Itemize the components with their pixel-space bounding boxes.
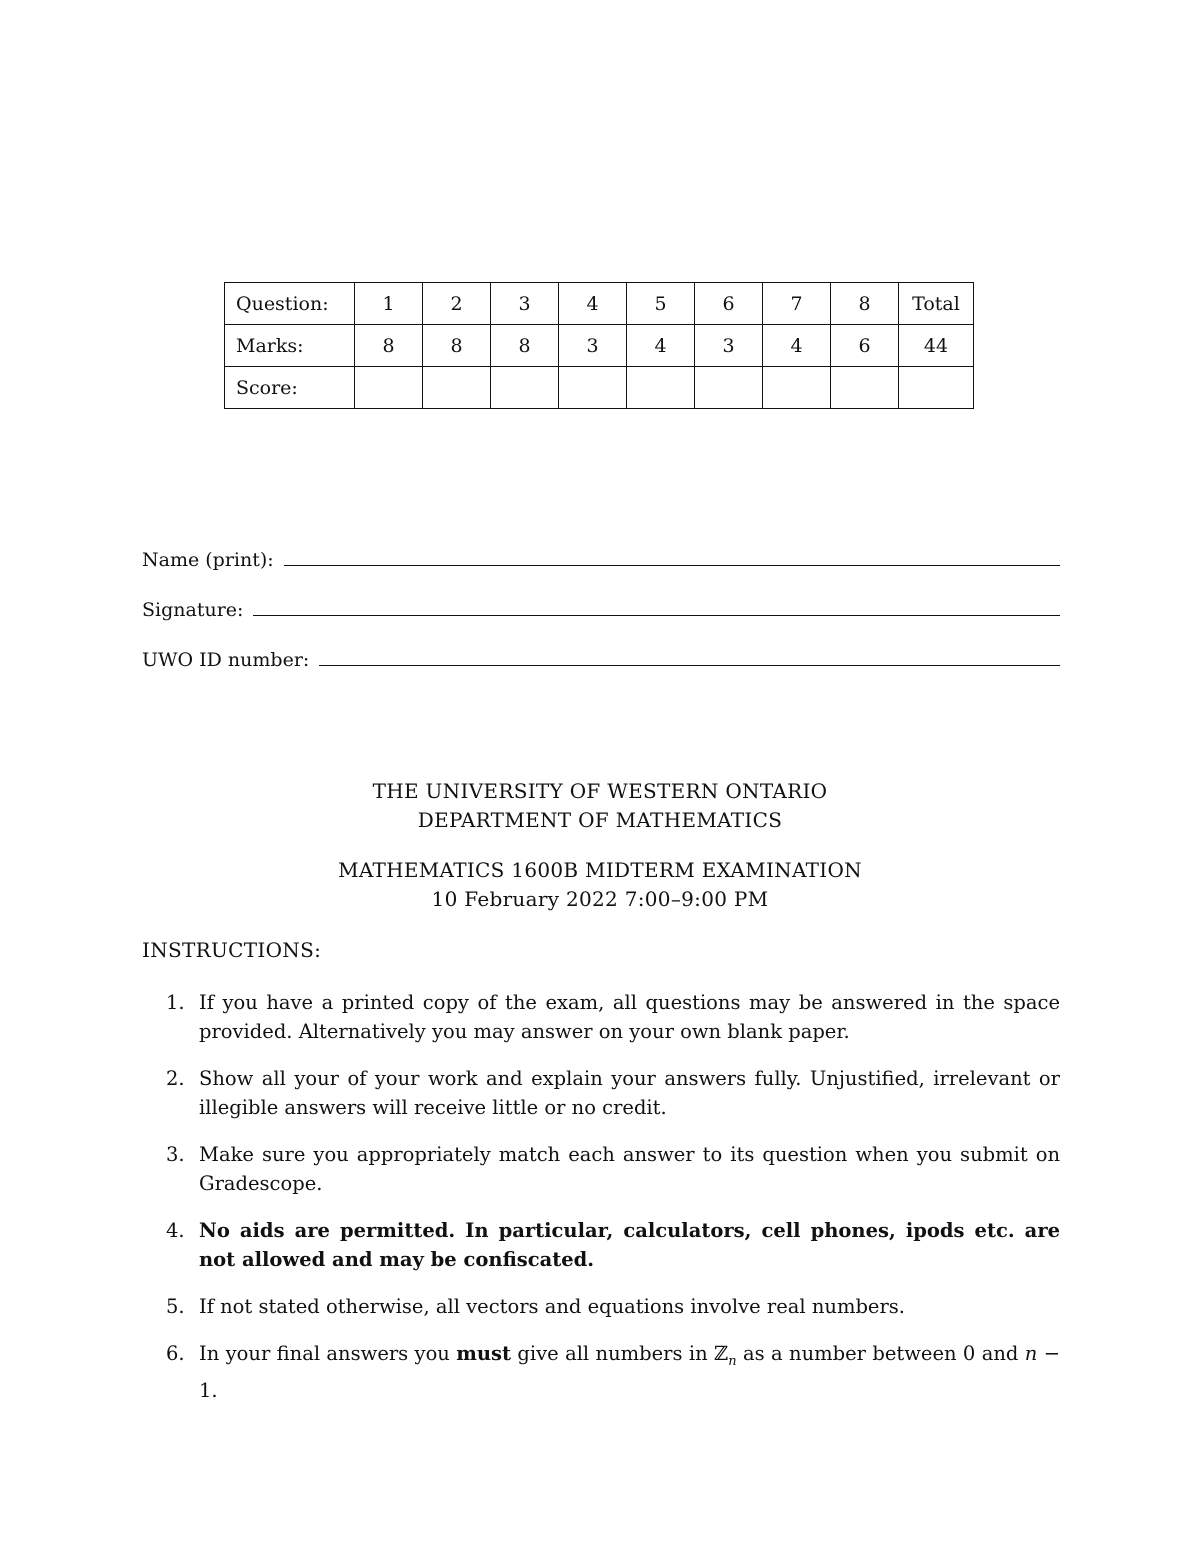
- department-name: DEPARTMENT OF MATHEMATICS: [417, 808, 783, 832]
- instruction-text-emphasis: must: [456, 1342, 512, 1365]
- instruction-text-end: − 1.: [199, 1342, 1061, 1402]
- score-total-cell: [899, 367, 974, 409]
- question-number: 5: [627, 283, 695, 325]
- instruction-number: 5.: [166, 1295, 185, 1318]
- total-marks: 44: [899, 325, 974, 367]
- score-row-label: Score:: [225, 367, 355, 409]
- instruction-item: [142, 1339, 1060, 1405]
- marks-value: 8: [491, 325, 559, 367]
- question-number: 3: [491, 283, 559, 325]
- set-symbol: ℤ: [714, 1342, 729, 1365]
- heading-block: [0, 777, 1200, 835]
- marks-value: 3: [695, 325, 763, 367]
- signature-line: [253, 614, 1060, 616]
- score-cell: [491, 367, 559, 409]
- question-number: 1: [355, 283, 423, 325]
- instruction-number: 4.: [166, 1219, 185, 1242]
- instruction-item: [142, 988, 1060, 1046]
- score-cell: [627, 367, 695, 409]
- question-number: 6: [695, 283, 763, 325]
- instruction-text: If you have a printed copy of the exam, all questions may be answered in the space provided. Alternatively you may answer on your own blank paper.: [199, 991, 1060, 1043]
- question-number: 2: [423, 283, 491, 325]
- exam-title: MATHEMATICS 1600B MIDTERM EXAMINATION: [338, 858, 862, 882]
- score-cell: [559, 367, 627, 409]
- score-row: [225, 367, 974, 409]
- exam-block: [0, 856, 1200, 914]
- question-row-label: Question:: [225, 283, 355, 325]
- name-line: [284, 564, 1060, 566]
- signature-label: Signature:: [142, 599, 244, 621]
- total-header: Total: [899, 283, 974, 325]
- instruction-text-post: as a number between 0 and: [743, 1342, 1019, 1365]
- question-number: 4: [559, 283, 627, 325]
- instruction-text: Show all your of your work and explain your answers fully. Unjustified, irrelevant or illegible answers will receive little or no credit.: [199, 1067, 1060, 1119]
- id-field: [142, 649, 1060, 671]
- instruction-item: [142, 1140, 1060, 1198]
- score-cell: [423, 367, 491, 409]
- name-label: Name (print):: [142, 549, 274, 571]
- question-number: 7: [763, 283, 831, 325]
- instruction-text: If not stated otherwise, all vectors and equations involve real numbers.: [199, 1295, 905, 1318]
- instruction-number: 2.: [166, 1067, 185, 1090]
- instruction-text-mid: give all numbers in: [517, 1342, 708, 1365]
- score-cell: [831, 367, 899, 409]
- marks-value: 3: [559, 325, 627, 367]
- instruction-item: [142, 1064, 1060, 1122]
- instructions-list: [142, 988, 1060, 1423]
- instruction-item: [142, 1216, 1060, 1274]
- marks-row-label: Marks:: [225, 325, 355, 367]
- marks-value: 6: [831, 325, 899, 367]
- marks-row: [225, 325, 974, 367]
- instruction-text-pre: In your final answers you: [199, 1342, 450, 1365]
- variable-n: n: [1024, 1342, 1038, 1365]
- question-row: [225, 283, 974, 325]
- instruction-text: No aids are permitted. In particular, calculators, cell phones, ipods etc. are not allowed and may be confiscated.: [199, 1219, 1060, 1271]
- set-subscript: n: [728, 1353, 737, 1369]
- name-field: [142, 549, 1060, 571]
- instruction-number: 6.: [166, 1342, 185, 1365]
- marks-table: [224, 282, 974, 409]
- exam-date: 10 February 2022 7:00–9:00 PM: [431, 887, 769, 911]
- marks-value: 8: [355, 325, 423, 367]
- score-cell: [695, 367, 763, 409]
- instruction-number: 1.: [166, 991, 185, 1014]
- score-cell: [763, 367, 831, 409]
- marks-value: 8: [423, 325, 491, 367]
- id-line: [319, 664, 1060, 666]
- signature-field: [142, 599, 1060, 621]
- university-name: THE UNIVERSITY OF WESTERN ONTARIO: [372, 779, 828, 803]
- instruction-number: 3.: [166, 1143, 185, 1166]
- instructions-title: INSTRUCTIONS:: [142, 938, 322, 962]
- marks-value: 4: [763, 325, 831, 367]
- instruction-text: Make sure you appropriately match each answer to its question when you submit on Gradescope.: [199, 1143, 1060, 1195]
- integers-mod-n-symbol: [714, 1342, 737, 1369]
- instruction-item: [142, 1292, 1060, 1321]
- question-number: 8: [831, 283, 899, 325]
- score-cell: [355, 367, 423, 409]
- marks-value: 4: [627, 325, 695, 367]
- id-label: UWO ID number:: [142, 649, 310, 671]
